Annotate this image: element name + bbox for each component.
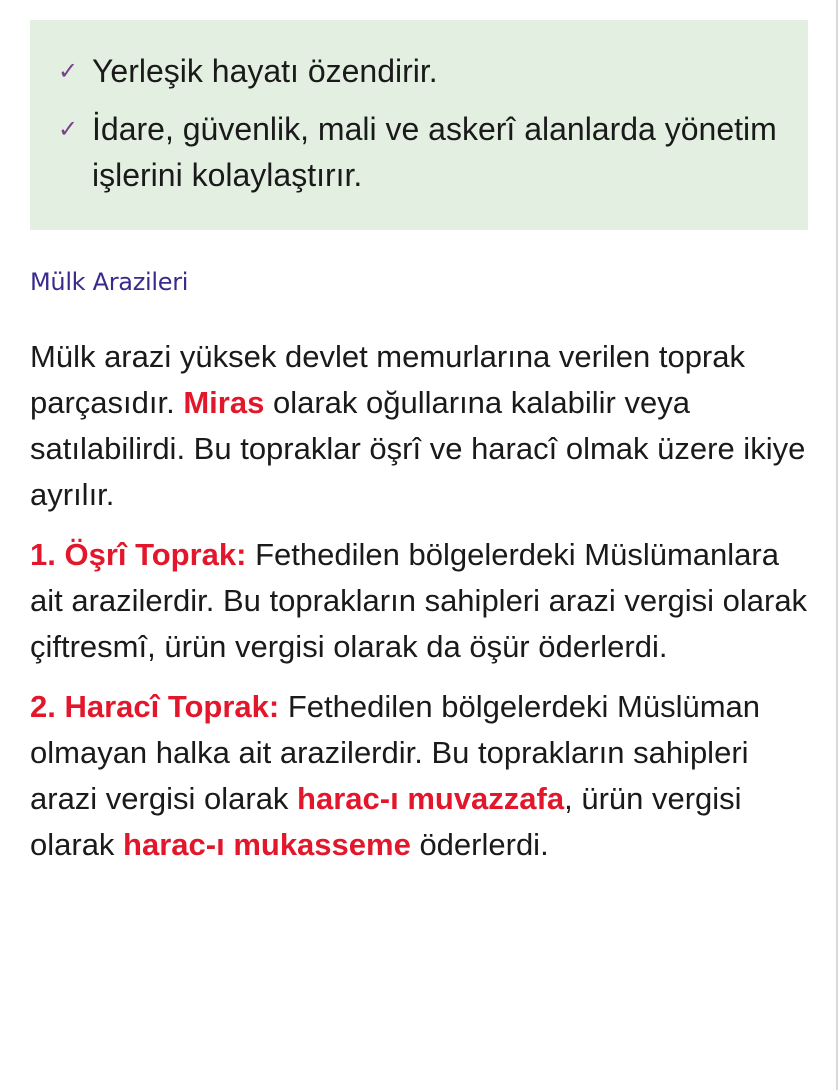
- harac-text2: , ürün vergisi olarak: [30, 781, 742, 862]
- ushri-text: Fethedilen bölgelerdeki Müslümanlara ait arazilerdir. Bu toprakların sahipleri arazi vergisi olarak çiftresmî, ürün vergisi olarak da öşür öderlerdi.: [30, 537, 808, 664]
- section-content: [30, 334, 820, 882]
- section-title: Mülk Arazileri: [30, 268, 189, 296]
- summary-box: [30, 20, 808, 230]
- harac-text3: öderlerdi.: [410, 827, 549, 862]
- harac-term-mukasseme: harac-ı mukasseme: [123, 827, 411, 862]
- intro-text-part2: olarak oğullarına kalabilir veya satılabilirdi. Bu topraklar öşrî ve haracî olmak üzere ikiye ayrılır.: [30, 385, 806, 512]
- checkmark-icon: ✓: [58, 115, 79, 143]
- harac-text1: Fethedilen bölgelerdeki Müslüman olmayan halka ait arazilerdir. Bu toprakların sahipleri arazi vergisi olarak: [30, 689, 761, 816]
- check-item-text: İdare, güvenlik, mali ve askerî alanlarda yönetim işlerini kolaylaştırır.: [92, 111, 777, 193]
- harac-paragraph: [30, 684, 820, 868]
- harac-term-muvazzafa: harac-ı muvazzafa: [297, 781, 565, 816]
- check-item-text: Yerleşik hayatı özendirir.: [92, 53, 438, 89]
- intro-paragraph: [30, 334, 820, 518]
- highlight-miras: Miras: [183, 385, 265, 420]
- ushri-paragraph: [30, 532, 820, 670]
- check-list-item: [58, 48, 788, 94]
- checkmark-icon: ✓: [58, 57, 79, 85]
- harac-heading: 2. Haracî Toprak:: [30, 689, 280, 724]
- check-list-item: [58, 106, 788, 198]
- intro-text-part1: Mülk arazi yüksek devlet memurlarına verilen toprak parçasıdır.: [30, 339, 745, 420]
- ushri-heading: 1. Öşrî Toprak:: [30, 537, 247, 572]
